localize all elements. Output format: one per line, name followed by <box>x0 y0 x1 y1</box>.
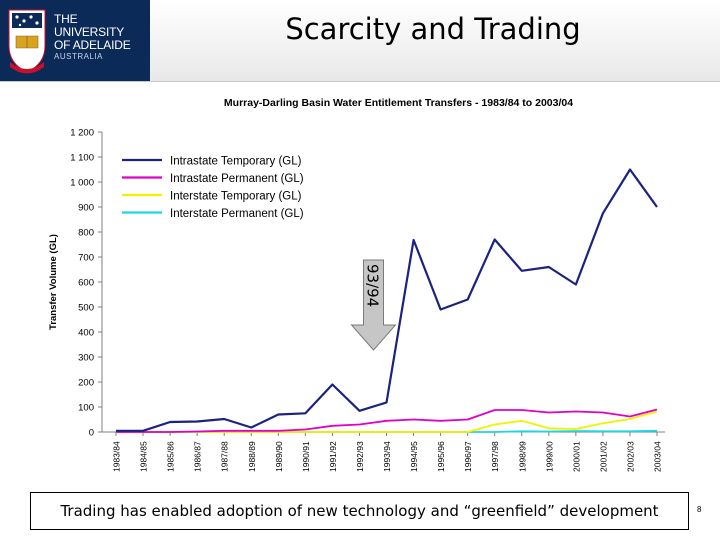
x-tick-label: 1983/84 <box>111 441 122 472</box>
y-tick-label: 400 <box>78 327 94 339</box>
y-tick-label: 100 <box>78 402 94 414</box>
chart-title: Murray-Darling Basin Water Entitlement Transfers - 1983/84 to 2003/04 <box>223 97 574 109</box>
slide-header <box>0 0 720 82</box>
y-tick-label: 600 <box>78 277 94 289</box>
logo-line-2: OF ADELAIDE <box>54 38 131 52</box>
y-axis-label: Transfer Volume (GL) <box>48 234 59 330</box>
logo-line-3: AUSTRALIA <box>54 52 103 61</box>
legend-label: Interstate Permanent (GL) <box>170 208 304 220</box>
x-tick-label: 2003/04 <box>652 441 663 472</box>
slide-title: Scarcity and Trading <box>285 12 581 46</box>
y-tick-label: 1 000 <box>70 177 94 189</box>
x-tick-label: 1991/92 <box>327 441 338 472</box>
logo-line-1: THE UNIVERSITY <box>54 12 125 39</box>
x-tick-label: 1996/97 <box>463 441 474 472</box>
x-tick-label: 2001/02 <box>598 441 609 472</box>
x-tick-label: 1988/89 <box>246 441 257 472</box>
university-logo <box>0 0 150 81</box>
university-crest-icon <box>6 6 48 76</box>
x-tick-label: 1987/88 <box>219 441 230 472</box>
x-tick-label: 1994/95 <box>409 441 420 472</box>
x-tick-label: 1989/90 <box>273 441 284 472</box>
x-tick-label: 1992/93 <box>354 441 365 472</box>
y-tick-label: 200 <box>78 377 94 389</box>
page-number: 8 <box>697 505 702 514</box>
x-tick-label: 2000/01 <box>571 441 582 472</box>
y-tick-label: 800 <box>78 227 94 239</box>
y-tick-label: 1 100 <box>70 152 94 164</box>
annotation-label: 93/94 <box>363 264 382 308</box>
legend-label: Intrastate Temporary (GL) <box>170 155 302 168</box>
x-tick-label: 1999/00 <box>544 441 555 472</box>
footer-text: Trading has enabled adoption of new technology and “greenfield” development <box>60 502 659 520</box>
transfers-chart <box>0 82 720 490</box>
x-tick-label: 1995/96 <box>436 441 447 472</box>
footer-caption <box>30 492 689 530</box>
legend-label: Interstate Temporary (GL) <box>170 190 302 203</box>
x-tick-label: 1985/86 <box>165 441 176 472</box>
x-tick-label: 1993/94 <box>382 441 392 472</box>
x-tick-label: 1990/91 <box>300 441 311 472</box>
x-tick-label: 1997/98 <box>490 441 501 472</box>
y-tick-label: 300 <box>78 352 94 364</box>
y-tick-label: 700 <box>78 252 94 264</box>
y-tick-label: 900 <box>78 202 94 214</box>
x-tick-label: 2002/03 <box>625 441 636 472</box>
x-tick-label: 1984/85 <box>138 441 149 472</box>
y-tick-label: 500 <box>78 302 94 314</box>
x-tick-label: 1998/99 <box>517 441 528 472</box>
y-tick-label: 1 200 <box>70 127 94 139</box>
y-tick-label: 0 <box>88 427 94 439</box>
university-name <box>54 13 150 62</box>
x-tick-label: 1986/87 <box>192 441 203 472</box>
legend-label: Intrastate Permanent (GL) <box>170 173 304 185</box>
